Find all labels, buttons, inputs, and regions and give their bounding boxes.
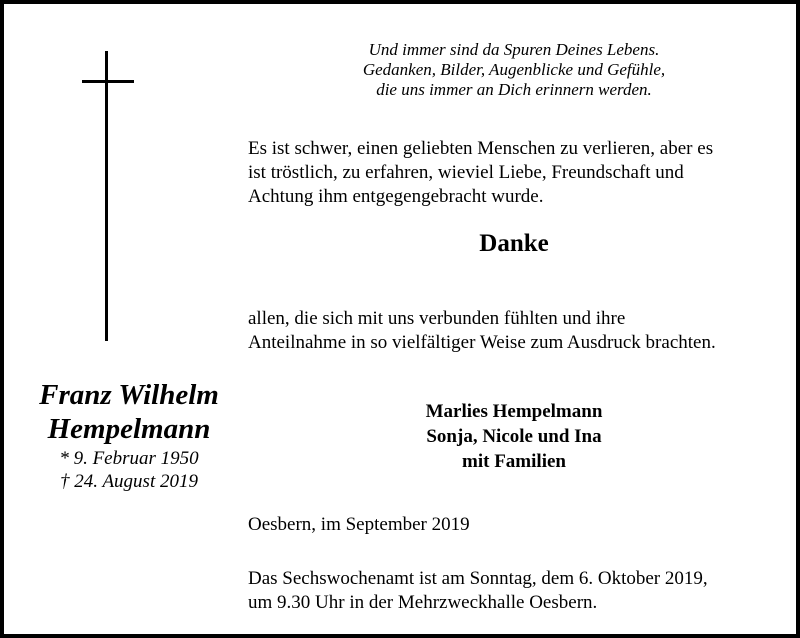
intro-line: Achtung ihm entgegengebracht wurde. bbox=[248, 186, 544, 207]
poem-line: die uns immer an Dich erinnern werden. bbox=[376, 80, 652, 99]
thanks-paragraph bbox=[248, 307, 788, 355]
deceased-surname: Hempelmann bbox=[47, 413, 211, 445]
family-line: mit Familien bbox=[462, 451, 566, 472]
intro-line: Es ist schwer, einen geliebten Menschen zu verlieren, aber es bbox=[248, 138, 714, 159]
family-line: Sonja, Nicole und Ina bbox=[426, 426, 602, 447]
poem-line: Und immer sind da Spuren Deines Lebens. bbox=[368, 40, 660, 59]
thanks-line: allen, die sich mit uns verbunden fühlten und ihre bbox=[248, 308, 626, 329]
deceased-name bbox=[24, 378, 234, 446]
service-line: um 9.30 Uhr in der Mehrzweckhalle Oesbern. bbox=[248, 592, 598, 613]
service-line: Das Sechswochenamt ist am Sonntag, dem 6. Oktober 2019, bbox=[248, 568, 708, 589]
service-notice bbox=[248, 567, 788, 615]
cross-icon-vertical bbox=[105, 51, 108, 341]
poem-line: Gedanken, Bilder, Augenblicke und Gefühle, bbox=[362, 60, 666, 79]
deceased-first-names: Franz Wilhelm bbox=[39, 379, 219, 411]
birth-date: * 9. Februar 1950 bbox=[59, 448, 199, 469]
intro-line: ist tröstlich, zu erfahren, wieviel Liebe, Freundschaft und bbox=[248, 162, 684, 183]
thanks-line: Anteilnahme in so vielfältiger Weise zum Ausdruck brachten. bbox=[248, 332, 716, 353]
thanks-heading: Danke bbox=[479, 230, 549, 257]
family-line: Marlies Hempelmann bbox=[425, 401, 603, 422]
place-date: Oesbern, im September 2019 bbox=[248, 514, 470, 535]
family-signature bbox=[364, 399, 664, 474]
death-date: † 24. August 2019 bbox=[60, 471, 198, 492]
cross-icon-horizontal bbox=[82, 80, 134, 83]
life-dates bbox=[24, 447, 234, 493]
poem bbox=[304, 40, 724, 100]
intro-paragraph bbox=[248, 137, 788, 209]
